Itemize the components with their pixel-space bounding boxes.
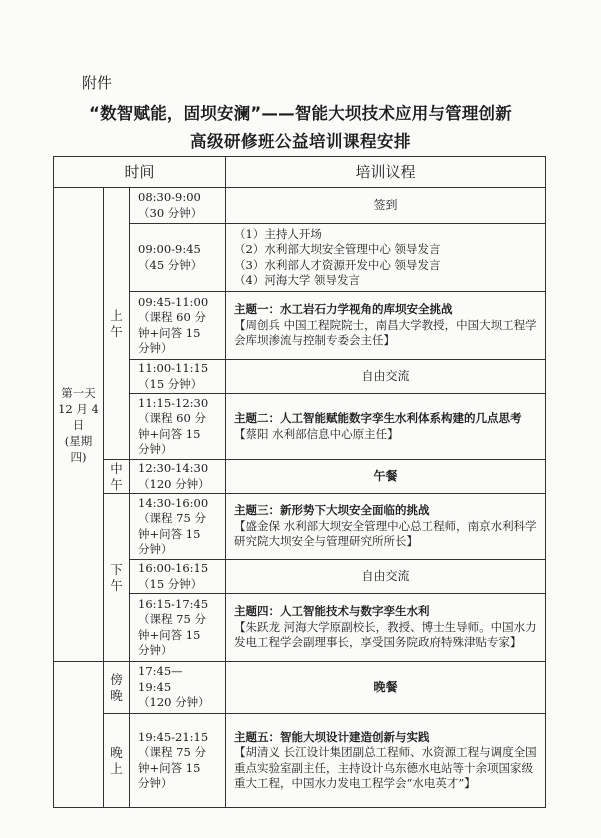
document-title-line2: 高级研修班公益培训课程安排 — [190, 132, 411, 151]
topic-title: 主题三：新形势下大坝安全面临的挑战 — [234, 503, 430, 518]
time-cell: 16:15-17:45 （课程 75 分 钟+问答 15 分钟） — [130, 594, 226, 662]
time-cell: 16:00-16:15 （15 分钟） — [130, 560, 226, 594]
day-cell-empty — [54, 662, 104, 808]
time-cell: 14:30-16:00 （课程 75 分 钟+问答 15 分钟） — [130, 494, 226, 560]
topic-title: 主题四：人工智能技术与数字孪生水利 — [234, 604, 430, 619]
topic-title: 主题一：水工岩石力学视角的库坝安全挑战 — [234, 302, 453, 317]
topic-title: 主题五：智能大坝设计建造创新与实践 — [234, 729, 430, 744]
agenda-cell — [226, 714, 546, 808]
speaker-info: 【盛金保 水利部大坝安全管理中心总工程师，南京水利科学研究院大坝安全与管理研究所所长】 — [234, 518, 537, 549]
period-morning: 上 午 — [104, 188, 130, 460]
table-row — [54, 460, 546, 494]
agenda-cell: 晚餐 — [226, 662, 546, 714]
speaker-info: 【胡清义 长江设计集团副总工程师、水资源工程与调度全国重点实验室副主任，主持设计乌东德水电站等十余项国家级重大工程，中国水力发电工程学会“水电英才”】 — [234, 745, 537, 790]
agenda-cell — [226, 594, 546, 662]
time-cell: 11:15-12:30 （课程 60 分 钟+问答 15 分钟） — [130, 394, 226, 460]
table-row — [54, 662, 546, 714]
period-afternoon: 下 午 — [104, 494, 130, 662]
agenda-cell: 午餐 — [226, 460, 546, 494]
agenda-cell — [226, 494, 546, 560]
header-time: 时间 — [54, 157, 226, 188]
agenda-cell: （1）主持人开场 （2）水利部大坝安全管理中心 领导发言 （3）水利部人才资源开发中心 领导发言 （4）河海大学 领导发言 — [226, 224, 546, 292]
agenda-cell: 自由交流 — [226, 360, 546, 394]
header-agenda: 培训议程 — [226, 157, 546, 188]
agenda-cell — [226, 292, 546, 360]
day-cell: 第一天 12 月 4 日 (星期 四) — [54, 188, 104, 662]
time-cell: 19:45-21:15 （课程 75 分 钟+问答 15 分钟） — [130, 714, 226, 808]
time-cell: 09:00-9:45 （45 分钟） — [130, 224, 226, 292]
period-dusk: 傍 晚 — [104, 662, 130, 714]
period-evening: 晚 上 — [104, 714, 130, 808]
agenda-cell — [226, 394, 546, 460]
speaker-info: 【蔡阳 水利部信息中心原主任】 — [234, 426, 399, 441]
document-title-line1: “数智赋能，固坝安澜”——智能大坝技术应用与管理创新 — [89, 104, 512, 123]
table-header-row — [54, 157, 546, 188]
period-noon: 中 午 — [104, 460, 130, 494]
table-row — [54, 494, 546, 560]
time-cell: 08:30-9:00 （30 分钟） — [130, 188, 226, 224]
time-cell: 11:00-11:15 （15 分钟） — [130, 360, 226, 394]
agenda-cell: 自由交流 — [226, 560, 546, 594]
time-cell: 09:45-11:00 （课程 60 分 钟+问答 15 分钟） — [130, 292, 226, 360]
agenda-cell: 签到 — [226, 188, 546, 224]
topic-title: 主题二：人工智能赋能数字孪生水利体系构建的几点思考 — [234, 411, 522, 425]
table-row — [54, 714, 546, 808]
table-row — [54, 188, 546, 224]
schedule-table — [53, 156, 546, 808]
time-cell: 12:30-14:30 （120 分钟） — [130, 460, 226, 494]
attachment-label: 附件 — [82, 74, 113, 92]
speaker-info: 【周创兵 中国工程院院士，南昌大学教授，中国大坝工程学会库坝渗流与控制专委会主任】 — [234, 317, 537, 348]
time-cell: 17:45— 19:45 （120 分钟） — [130, 662, 226, 714]
speaker-info: 【朱跃龙 河海大学原副校长，教授、博士生导师。中国水力发电工程学会副理事长，享受国务院政府特殊津贴专家】 — [234, 619, 537, 650]
